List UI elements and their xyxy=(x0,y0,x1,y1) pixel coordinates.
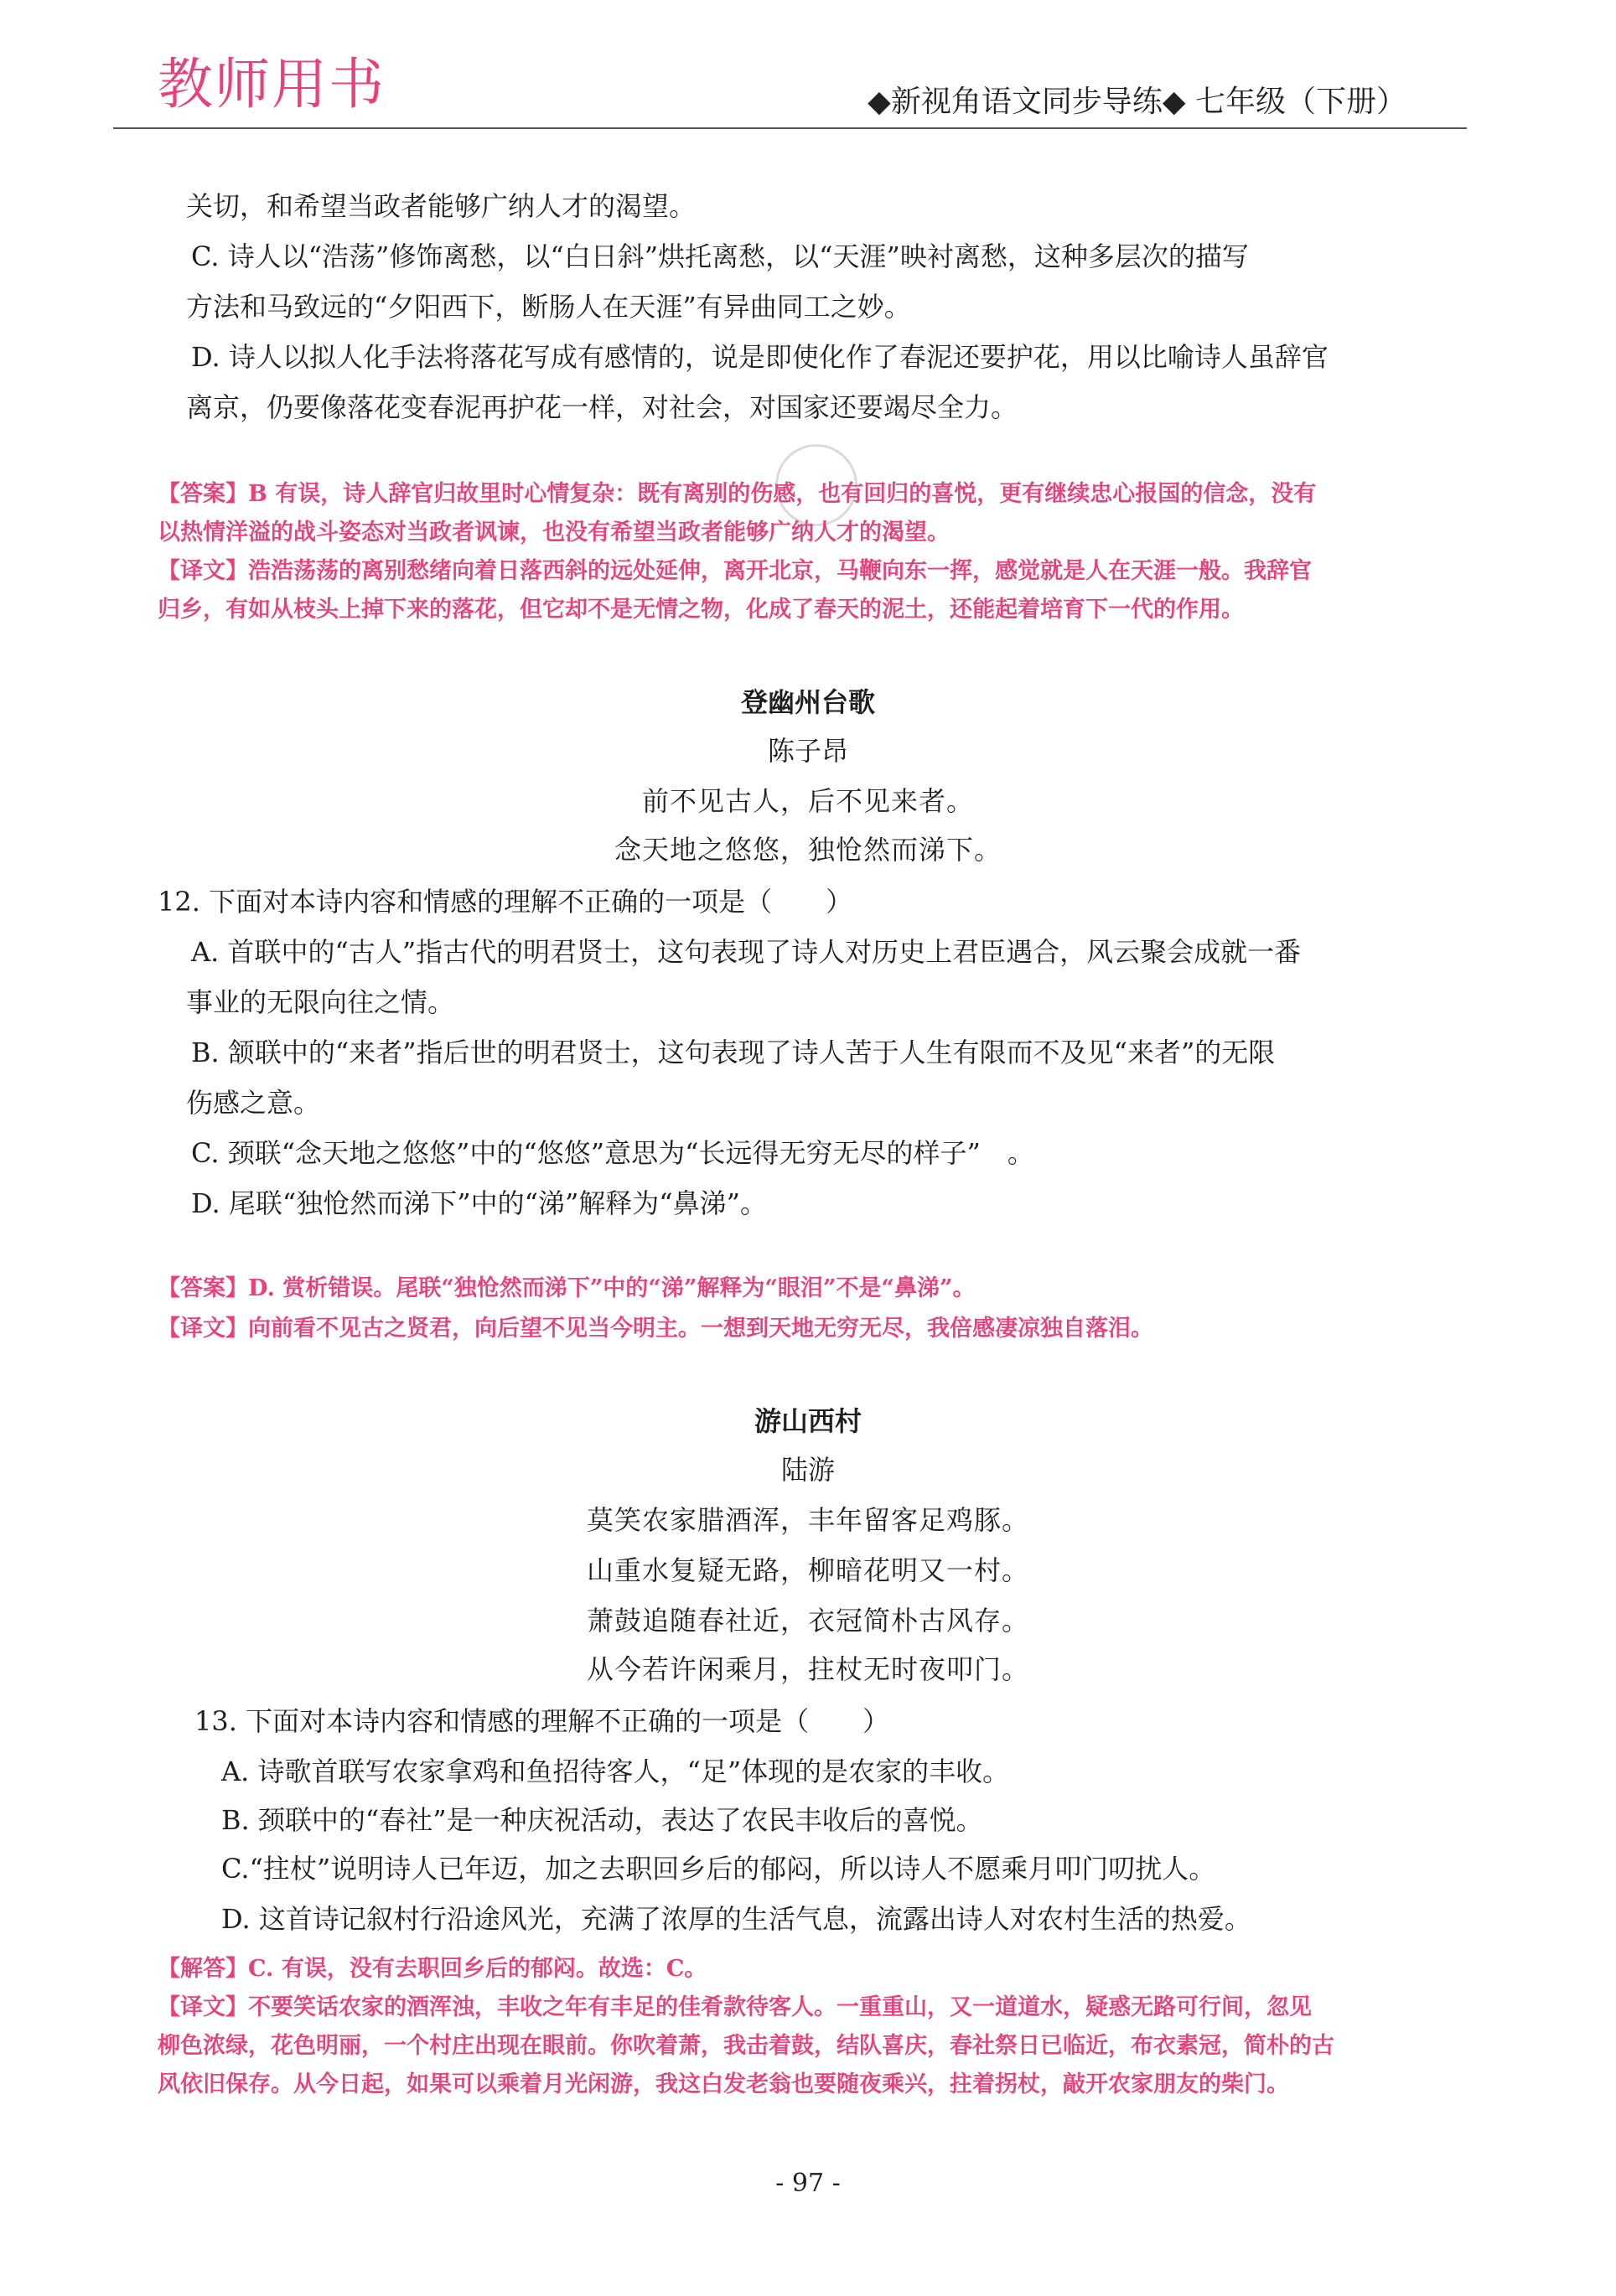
poem-line: 莫笑农家腊酒浑，丰年留客足鸡豚。 xyxy=(586,1504,1029,1536)
poem-line: 前不见古人，后不见来者。 xyxy=(641,785,974,817)
poem-line: 从今若许闲乘月，拄杖无时夜叩门。 xyxy=(586,1653,1029,1685)
question-12-stem: 12. 下面对本诗内容和情感的理解不正确的一项是（ ） xyxy=(158,886,853,918)
question-13-option-a: A. 诗歌首联写农家拿鸡和鱼招待客人，“足”体现的是农家的丰收。 xyxy=(221,1756,1010,1787)
answer-line: 【答案】D. 赏析错误。尾联“独怆然而涕下”中的“涕”解释为“眼泪”不是“鼻涕”。 xyxy=(158,1275,976,1301)
header-divider xyxy=(113,127,1467,129)
translation-line: 【译文】向前看不见古之贤君，向后望不见当今明主。一想到天地无穷无尽，我倍感凄凉独自落泪。 xyxy=(158,1316,1153,1342)
question-13-option-b: B. 颈联中的“春社”是一种庆祝活动，表达了农民丰收后的喜悦。 xyxy=(221,1804,983,1836)
question-12-option-c: C. 颈联“念天地之悠悠”中的“悠悠”意思为“长远得无穷无尽的样子” 。 xyxy=(191,1137,1034,1169)
question-12-option-a-cont: 事业的无限向往之情。 xyxy=(186,986,455,1018)
question-13-stem: 13. 下面对本诗内容和情感的理解不正确的一项是（ ） xyxy=(194,1705,890,1737)
poem-author: 陈子昂 xyxy=(767,735,848,767)
question-12-option-a: A. 首联中的“古人”指古代的明君贤士，这句表现了诗人对历史上君臣遇合，风云聚会成就一番 xyxy=(191,936,1302,968)
book-title: 教师用书 xyxy=(158,52,386,116)
question-12-option-d: D. 尾联“独怆然而涕下”中的“涕”解释为“鼻涕”。 xyxy=(191,1187,768,1219)
question-12-option-b-cont: 伤感之意。 xyxy=(186,1087,321,1119)
section1-line: 方法和马致远的“夕阳西下，断肠人在天涯”有异曲同工之妙。 xyxy=(186,291,911,323)
poem-line: 念天地之悠悠，独怆然而涕下。 xyxy=(614,834,1002,866)
section1-option-c: C. 诗人以“浩荡”修饰离愁，以“白日斜”烘托离愁，以“天涯”映衬离愁，这种多层次的描写 xyxy=(191,240,1249,272)
poem-title: 游山西村 xyxy=(754,1405,862,1437)
question-13-option-d: D. 这首诗记叙村行沿途风光，充满了浓厚的生活气息，流露出诗人对农村生活的热爱。 xyxy=(221,1903,1251,1935)
answer-line: 以热情洋溢的战斗姿态对当政者讽谏，也没有希望当政者能够广纳人才的渴望。 xyxy=(158,520,950,546)
translation-line: 柳色浓绿，花色明丽，一个村庄出现在眼前。你吹着萧，我击着鼓，结队喜庆，春社祭日已临近，布衣素冠，简朴的古 xyxy=(158,2033,1334,2059)
series-title: ◆新视角语文同步导练◆ 七年级（下册） xyxy=(868,85,1406,119)
translation-line: 【译文】浩浩荡荡的离别愁绪向着日落西斜的远处延伸，离开北京，马鞭向东一挥，感觉就是人在天涯一般。我辞官 xyxy=(158,558,1312,584)
poem-line: 萧鼓追随春社近，衣冠简朴古风存。 xyxy=(586,1605,1029,1637)
question-12-option-b: B. 颔联中的“来者”指后世的明君贤士，这句表现了诗人苦于人生有限而不及见“来者”的无限 xyxy=(191,1037,1276,1068)
translation-line: 归乡，有如从枝头上掉下来的落花，但它却不是无情之物，化成了春天的泥土，还能起着培育下一代的作用。 xyxy=(158,597,1244,623)
section1-line: 离京，仍要像落花变春泥再护花一样，对社会，对国家还要竭尽全力。 xyxy=(186,391,1018,423)
poem-line: 山重水复疑无路，柳暗花明又一村。 xyxy=(586,1554,1029,1586)
translation-line: 风依旧保存。从今日起，如果可以乘着月光闲游，我这白发老翁也要随夜乘兴，拄着拐杖，敲开农家朋友的柴门。 xyxy=(158,2071,1289,2097)
poem-author: 陆游 xyxy=(780,1454,835,1486)
translation-line: 【译文】不要笑话农家的酒浑浊，丰收之年有丰足的佳肴款待客人。一重重山，又一道道水，疑惑无路可行间，忽见 xyxy=(158,1994,1312,2020)
poem-title: 登幽州台歌 xyxy=(740,686,875,718)
question-13-option-c: C.“拄杖”说明诗人已年迈，加之去职回乡后的郁闷，所以诗人不愿乘月叩门叨扰人。 xyxy=(221,1853,1216,1885)
section1-line: 关切，和希望当政者能够广纳人才的渴望。 xyxy=(186,190,697,222)
page-number: - 97 - xyxy=(775,2169,841,2198)
answer-line: 【答案】B 有误，诗人辞官归故里时心情复杂：既有离别的伤感，也有回归的喜悦，更有继续忠心报国的信念，没有 xyxy=(158,481,1317,507)
section1-option-d: D. 诗人以拟人化手法将落花写成有感情的，说是即使化作了春泥还要护花，用以比喻诗人虽辞官 xyxy=(191,341,1329,373)
solution-line: 【解答】C. 有误，没有去职回乡后的郁闷。故选：C。 xyxy=(158,1956,707,1982)
